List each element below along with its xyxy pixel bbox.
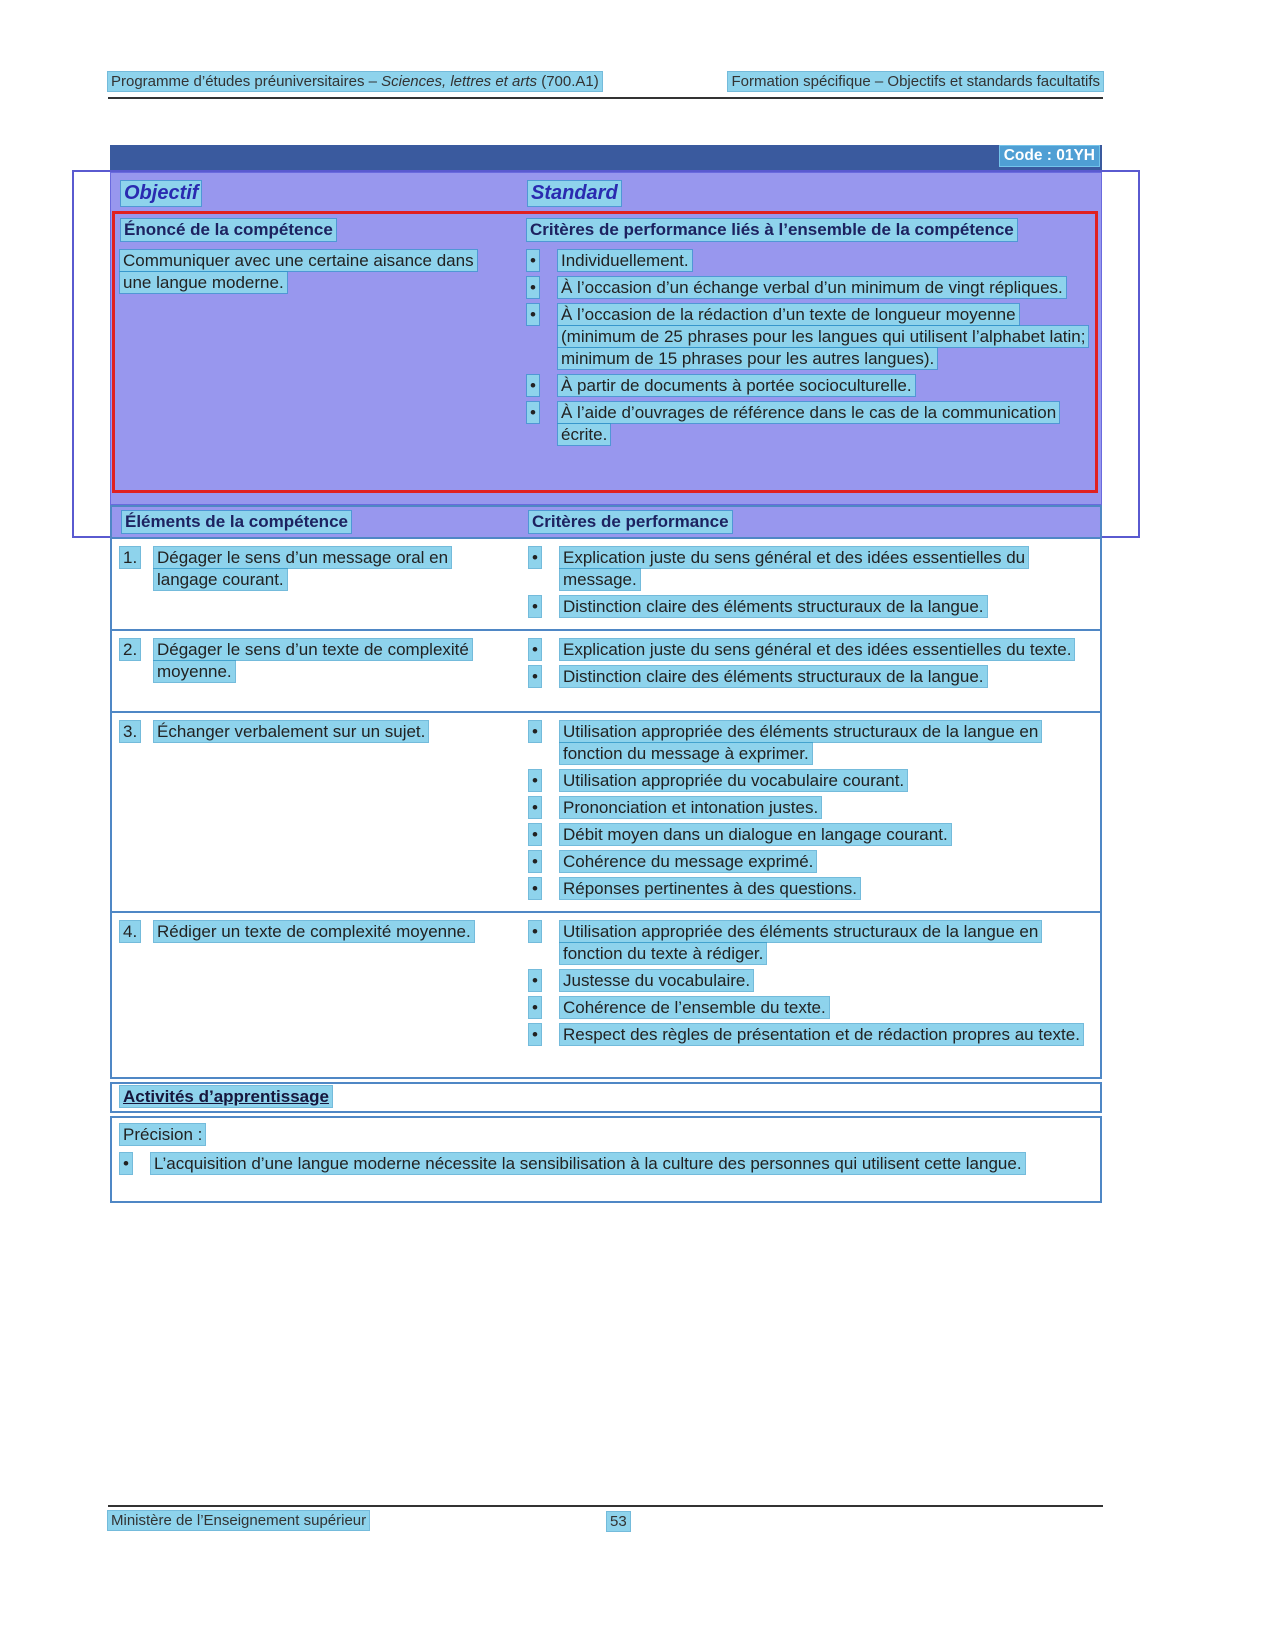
element-text: Dégager le sens d’un texte de complexité moyenne. — [154, 639, 510, 705]
bullet-item — [120, 1153, 1092, 1175]
element-cell — [112, 921, 529, 1071]
element-cell — [112, 721, 529, 905]
element-text: Rédiger un texte de complexité moyenne. — [154, 921, 510, 1071]
bullet-icon: • — [529, 547, 560, 569]
criteres-header: Critères de performance — [529, 511, 732, 533]
document-footer — [108, 1512, 1103, 1529]
bullet-icon: • — [529, 639, 560, 661]
bullet-icon: • — [529, 721, 560, 743]
header-left-normal: Programme d’études préuniversitaires – — [111, 73, 382, 90]
bullet-icon: • — [529, 770, 560, 792]
criteria-cell — [529, 639, 1100, 705]
bullet-text: À l’occasion de la rédaction d’un texte de longueur moyenne (minimum de 25 phrases pour les langues qui utilisent l’alphabet latin; minimum de 15 phrases pour les autres langues). — [558, 304, 1093, 370]
bullet-item — [529, 797, 1096, 819]
bullet-text: Cohérence du message exprimé. — [560, 851, 1096, 873]
enonce-header: Énoncé de la compétence — [121, 219, 336, 241]
bullet-icon: • — [529, 851, 560, 873]
bullet-item — [529, 921, 1096, 965]
bullet-icon: • — [529, 824, 560, 846]
element-number: 1. — [120, 547, 154, 623]
header-right-text: Formation spécifique – Objectifs et standards facultatifs — [728, 72, 1103, 91]
bullet-icon: • — [529, 921, 560, 943]
element-row — [112, 631, 1100, 713]
bullet-icon: • — [529, 997, 560, 1019]
bullet-text: Utilisation appropriée du vocabulaire courant. — [560, 770, 1096, 792]
elements-table-header — [112, 507, 1100, 539]
bullet-item — [529, 997, 1096, 1019]
bullet-icon: • — [527, 304, 558, 326]
elements-table-body — [112, 539, 1100, 1077]
bullet-text: Individuellement. — [558, 250, 1093, 272]
footer-rule — [108, 1505, 1103, 1507]
bullet-icon: • — [527, 375, 558, 397]
bullet-icon: • — [529, 596, 560, 618]
bullet-text: Distinction claire des éléments structuraux de la langue. — [560, 666, 1096, 688]
bullet-item — [529, 824, 1096, 846]
activites-title: Activités d’apprentissage — [120, 1086, 332, 1107]
bullet-item — [529, 1024, 1096, 1046]
bullet-item — [529, 878, 1096, 900]
bullet-item — [529, 721, 1096, 765]
header-left-text — [108, 72, 602, 91]
bullet-text: Cohérence de l’ensemble du texte. — [560, 997, 1096, 1019]
criteres-ensemble-header: Critères de performance liés à l’ensemble de la compétence — [527, 219, 1017, 241]
bullet-text: À l’occasion d’un échange verbal d’un minimum de vingt répliques. — [558, 277, 1093, 299]
bullet-icon: • — [527, 402, 558, 424]
standard-header: Standard — [528, 181, 621, 206]
code-title-bar — [110, 145, 1102, 170]
bullet-item — [527, 402, 1093, 446]
bullet-item — [529, 851, 1096, 873]
header-rule — [108, 97, 1103, 99]
bullet-text: Respect des règles de présentation et de rédaction propres au texte. — [560, 1024, 1096, 1046]
criteria-cell — [529, 721, 1100, 905]
bullet-text: Utilisation appropriée des éléments structuraux de la langue en fonction du texte à rédiger. — [560, 921, 1096, 965]
bullet-item — [527, 250, 1093, 272]
element-cell — [112, 639, 529, 705]
bullet-icon: • — [529, 666, 560, 688]
precision-label-row — [120, 1124, 1092, 1146]
bullet-item — [529, 770, 1096, 792]
element-number: 4. — [120, 921, 154, 1071]
bullet-item — [529, 666, 1096, 688]
bullet-item — [529, 547, 1096, 591]
enonce-text-run: Communiquer avec une certaine aisance dans une langue moderne. — [120, 250, 477, 293]
bullet-text: Prononciation et intonation justes. — [560, 797, 1096, 819]
element-cell — [112, 547, 529, 623]
bullet-text: Utilisation appropriée des éléments structuraux de la langue en fonction du message à exprimer. — [560, 721, 1096, 765]
activites-body-box — [110, 1116, 1102, 1203]
bullet-icon: • — [529, 878, 560, 900]
element-number: 3. — [120, 721, 154, 905]
bullet-text: Réponses pertinentes à des questions. — [560, 878, 1096, 900]
enonce-section — [112, 211, 1098, 493]
bullet-text: Justesse du vocabulaire. — [560, 970, 1096, 992]
code-badge: Code : 01YH — [1000, 146, 1099, 166]
bullet-item — [529, 639, 1096, 661]
header-left-tail: (700.A1) — [537, 73, 599, 90]
activites-list — [120, 1153, 1092, 1175]
bullet-item — [529, 596, 1096, 618]
elements-header: Éléments de la compétence — [122, 511, 351, 533]
element-number: 2. — [120, 639, 154, 705]
document-header — [108, 72, 1103, 91]
objectif-header: Objectif — [121, 181, 201, 206]
bullet-icon: • — [529, 970, 560, 992]
bullet-icon: • — [529, 1024, 560, 1046]
bullet-text: Explication juste du sens général et des idées essentielles du texte. — [560, 639, 1096, 661]
bullet-icon: • — [120, 1153, 151, 1175]
objectif-standard-table — [110, 172, 1102, 505]
bullet-item — [527, 375, 1093, 397]
bullet-item — [527, 304, 1093, 370]
element-row — [112, 713, 1100, 913]
bullet-text: L’acquisition d’une langue moderne nécessite la sensibilisation à la culture des personnes qui utilisent cette langue. — [151, 1153, 1092, 1175]
page-number: 53 — [607, 1512, 630, 1531]
footer-ministry: Ministère de l’Enseignement supérieur — [108, 1511, 369, 1530]
element-row — [112, 913, 1100, 1077]
criteria-cell — [529, 921, 1100, 1071]
enonce-text — [120, 250, 498, 294]
bullet-text: Explication juste du sens général et des idées essentielles du message. — [560, 547, 1096, 591]
elements-table — [110, 505, 1102, 1079]
element-row — [112, 539, 1100, 631]
bullet-text: À partir de documents à portée socioculturelle. — [558, 375, 1093, 397]
header-left-italic: Sciences, lettres et arts — [381, 73, 538, 90]
activites-title-box — [110, 1082, 1102, 1113]
bullet-item — [527, 277, 1093, 299]
precision-label: Précision : — [120, 1124, 205, 1145]
bullet-text: À l’aide d’ouvrages de référence dans le cas de la communication écrite. — [558, 402, 1093, 446]
criteria-cell — [529, 547, 1100, 623]
bullet-text: Débit moyen dans un dialogue en langage courant. — [560, 824, 1096, 846]
bullet-icon: • — [527, 277, 558, 299]
bullet-item — [529, 970, 1096, 992]
bullet-text: Distinction claire des éléments structuraux de la langue. — [560, 596, 1096, 618]
element-text: Dégager le sens d’un message oral en langage courant. — [154, 547, 510, 623]
bullet-icon: • — [527, 250, 558, 272]
element-text: Échanger verbalement sur un sujet. — [154, 721, 510, 905]
enonce-criteres-list — [527, 250, 1093, 451]
bullet-icon: • — [529, 797, 560, 819]
